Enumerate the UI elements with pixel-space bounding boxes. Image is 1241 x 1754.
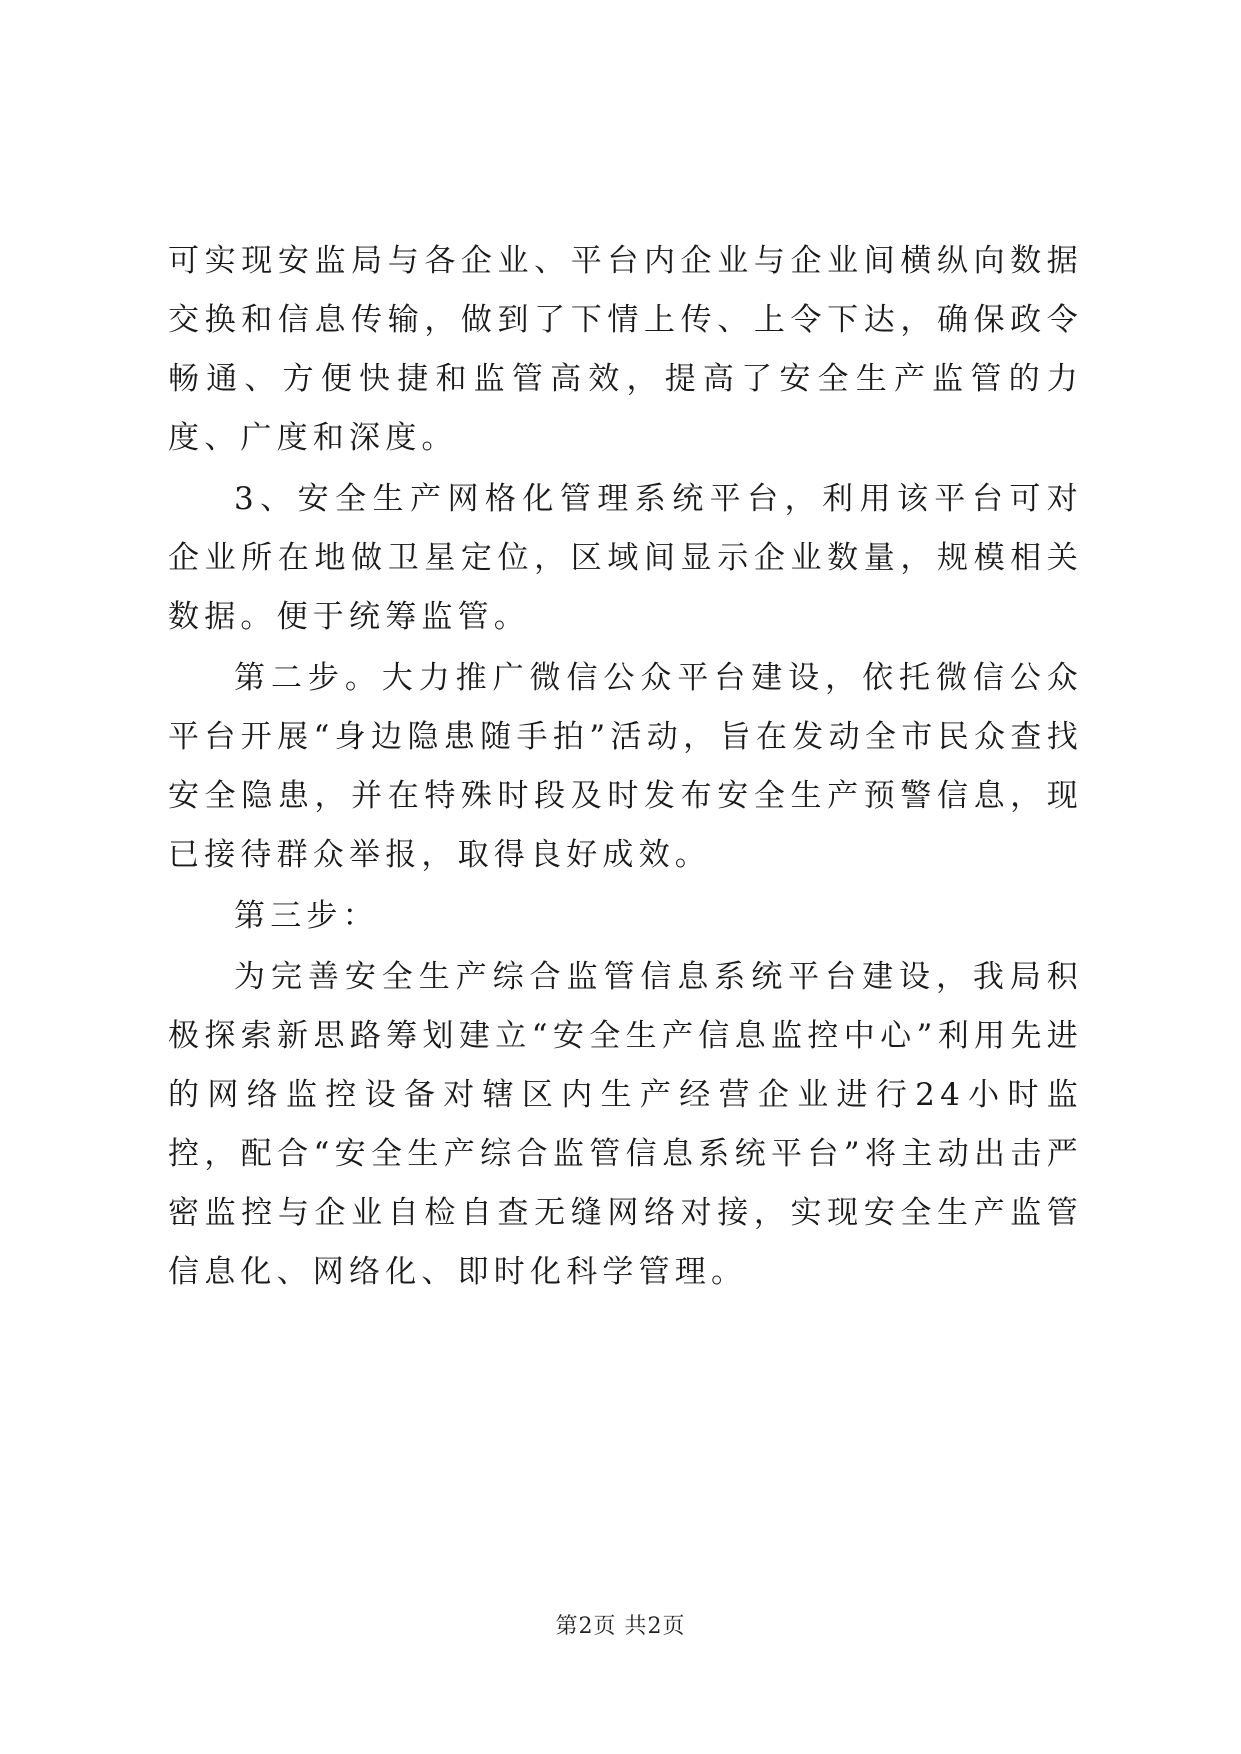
paragraph-continued: 可实现安监局与各企业、平台内企业与企业间横纵向数据交换和信息传输，做到了下情上传、上令下达，确保政令畅通、方便快捷和监管高效，提高了安全生产监管的力度、广度和深度。 bbox=[168, 243, 1083, 456]
paragraph-grid-platform: 3、安全生产网格化管理系统平台，利用该平台可对企业所在地做卫星定位，区域间显示企业数量，规模相关数据。便于统筹监管。 bbox=[168, 481, 1083, 635]
paragraph-monitoring-center: 为完善安全生产综合监管信息系统平台建设，我局积极探索新思路筹划建立“安全生产信息监控中心”利用先进的网络监控设备对辖区内生产经营企业进行24小时监控，配合“安全生产综合监管信息系统平台”将主动出击严密监控与企业自检自查无缝网络对接，实现安全生产监管信息化、网络化、即时化科学管理。 bbox=[168, 959, 1083, 1290]
document-body bbox=[168, 232, 1083, 1304]
paragraph-step-three-heading: 第三步： bbox=[234, 898, 379, 934]
paragraph-step-two: 第二步。大力推广微信公众平台建设，依托微信公众平台开展“身边隐患随手拍”活动，旨在发动全市民众查找安全隐患，并在特殊时段及时发布安全生产预警信息，现已接待群众举报，取得良好成效。 bbox=[168, 660, 1083, 873]
page-footer: 第2页 共2页 bbox=[555, 1614, 686, 1639]
